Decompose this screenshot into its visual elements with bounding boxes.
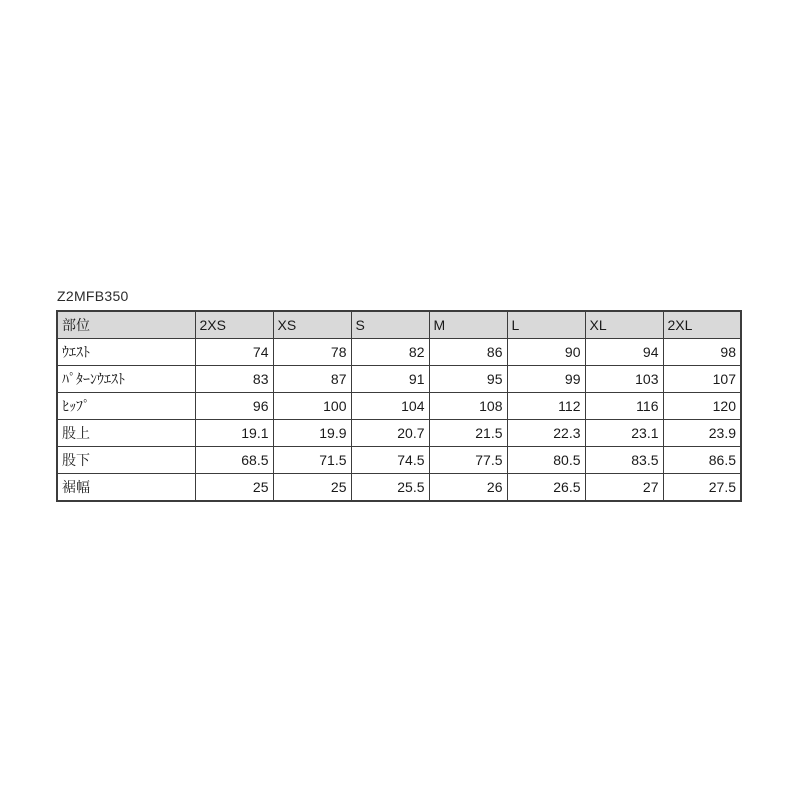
cell-value: 100 bbox=[273, 393, 351, 420]
cell-value: 20.7 bbox=[351, 420, 429, 447]
column-header-part: 部位 bbox=[57, 311, 195, 339]
table-row-waist bbox=[57, 339, 741, 366]
row-label: 股下 bbox=[57, 447, 195, 474]
cell-value: 25 bbox=[273, 474, 351, 502]
cell-value: 74 bbox=[195, 339, 273, 366]
cell-value: 94 bbox=[585, 339, 663, 366]
cell-value: 120 bbox=[663, 393, 741, 420]
cell-value: 23.9 bbox=[663, 420, 741, 447]
column-header-s: S bbox=[351, 311, 429, 339]
product-code: Z2MFB350 bbox=[57, 288, 129, 304]
row-label: ｳｴｽﾄ bbox=[57, 339, 195, 366]
cell-value: 86.5 bbox=[663, 447, 741, 474]
table-row-rise bbox=[57, 420, 741, 447]
cell-value: 98 bbox=[663, 339, 741, 366]
cell-value: 74.5 bbox=[351, 447, 429, 474]
cell-value: 27.5 bbox=[663, 474, 741, 502]
cell-value: 86 bbox=[429, 339, 507, 366]
cell-value: 104 bbox=[351, 393, 429, 420]
cell-value: 95 bbox=[429, 366, 507, 393]
cell-value: 96 bbox=[195, 393, 273, 420]
cell-value: 27 bbox=[585, 474, 663, 502]
cell-value: 19.1 bbox=[195, 420, 273, 447]
cell-value: 87 bbox=[273, 366, 351, 393]
cell-value: 77.5 bbox=[429, 447, 507, 474]
column-header-xs: XS bbox=[273, 311, 351, 339]
cell-value: 112 bbox=[507, 393, 585, 420]
cell-value: 22.3 bbox=[507, 420, 585, 447]
column-header-l: L bbox=[507, 311, 585, 339]
cell-value: 19.9 bbox=[273, 420, 351, 447]
row-label: 股上 bbox=[57, 420, 195, 447]
cell-value: 90 bbox=[507, 339, 585, 366]
cell-value: 82 bbox=[351, 339, 429, 366]
table-row-pattern-waist bbox=[57, 366, 741, 393]
cell-value: 23.1 bbox=[585, 420, 663, 447]
table-row-inseam bbox=[57, 447, 741, 474]
column-header-m: M bbox=[429, 311, 507, 339]
column-header-2xs: 2XS bbox=[195, 311, 273, 339]
table-row-hip bbox=[57, 393, 741, 420]
cell-value: 80.5 bbox=[507, 447, 585, 474]
cell-value: 99 bbox=[507, 366, 585, 393]
row-label: ﾋｯﾌﾟ bbox=[57, 393, 195, 420]
cell-value: 26 bbox=[429, 474, 507, 502]
cell-value: 83 bbox=[195, 366, 273, 393]
row-label: 裾幅 bbox=[57, 474, 195, 502]
cell-value: 107 bbox=[663, 366, 741, 393]
cell-value: 83.5 bbox=[585, 447, 663, 474]
cell-value: 116 bbox=[585, 393, 663, 420]
column-header-2xl: 2XL bbox=[663, 311, 741, 339]
cell-value: 103 bbox=[585, 366, 663, 393]
cell-value: 91 bbox=[351, 366, 429, 393]
table-row-hem-width bbox=[57, 474, 741, 502]
cell-value: 25 bbox=[195, 474, 273, 502]
cell-value: 108 bbox=[429, 393, 507, 420]
cell-value: 26.5 bbox=[507, 474, 585, 502]
row-label: ﾊﾟﾀｰﾝｳｴｽﾄ bbox=[57, 366, 195, 393]
cell-value: 68.5 bbox=[195, 447, 273, 474]
cell-value: 25.5 bbox=[351, 474, 429, 502]
size-chart-table bbox=[56, 310, 742, 502]
cell-value: 21.5 bbox=[429, 420, 507, 447]
cell-value: 71.5 bbox=[273, 447, 351, 474]
column-header-xl: XL bbox=[585, 311, 663, 339]
cell-value: 78 bbox=[273, 339, 351, 366]
table-header-row bbox=[57, 311, 741, 339]
